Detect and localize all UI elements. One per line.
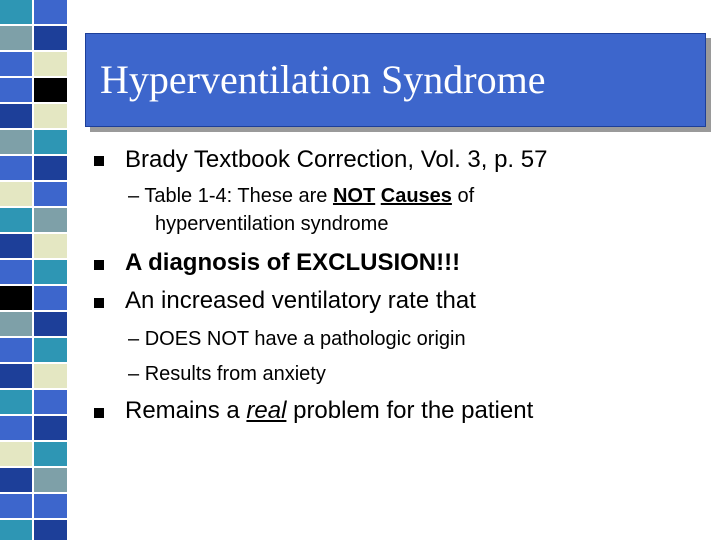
stripe-block	[34, 286, 67, 310]
stripe-block	[34, 78, 67, 102]
stripe-block	[34, 156, 67, 180]
bullet-increased-rate: An increased ventilatory rate that	[125, 287, 476, 314]
stripe-block	[0, 468, 32, 492]
stripe-block	[0, 0, 32, 24]
stripe-block	[34, 494, 67, 518]
stripe-block	[34, 52, 67, 76]
sub-bullet-text: Results from anxiety	[144, 363, 326, 385]
emphasis-not: NOT	[332, 185, 376, 207]
dash-marker: –	[128, 328, 140, 350]
stripe-block	[0, 182, 32, 206]
sub-bullet-table	[128, 185, 474, 208]
slide-title: Hyperventilation Syndrome	[100, 57, 546, 102]
stripe-block	[0, 286, 32, 310]
stripe-block	[34, 312, 67, 336]
bullet-real-problem	[125, 397, 533, 425]
stripe-block	[0, 312, 32, 336]
stripe-block	[0, 520, 32, 540]
stripe-block	[34, 468, 67, 492]
bullet-square-icon	[94, 156, 104, 166]
stripe-block	[0, 26, 32, 50]
emphasis-causes: Causes	[380, 185, 452, 207]
stripe-block	[34, 520, 67, 540]
stripe-block	[34, 390, 67, 414]
stripe-block	[0, 416, 32, 440]
stripe-block	[0, 208, 32, 232]
stripe-block	[0, 364, 32, 388]
bullet-diagnosis-exclusion: A diagnosis of EXCLUSION!!!	[125, 249, 461, 276]
bullet-square-icon	[94, 260, 104, 270]
stripe-block	[34, 338, 67, 362]
sub-bullet-text: DOES NOT have a pathologic origin	[144, 328, 466, 350]
stripe-block	[34, 364, 67, 388]
emphasis-real: real	[246, 397, 287, 424]
stripe-block	[0, 260, 32, 284]
sub-bullet-text-pre: Table 1-4: These are	[144, 185, 328, 207]
dash-marker: –	[128, 185, 140, 207]
sub-bullet-pathologic	[128, 328, 466, 351]
stripe-block	[0, 130, 32, 154]
stripe-block	[34, 208, 67, 232]
stripe-block	[0, 78, 32, 102]
dash-marker: –	[128, 363, 140, 385]
stripe-block	[34, 182, 67, 206]
stripe-block	[0, 338, 32, 362]
title-banner	[85, 33, 706, 127]
stripe-block	[34, 26, 67, 50]
stripe-block	[34, 130, 67, 154]
stripe-block	[34, 416, 67, 440]
bullet-text-post: problem for the patient	[293, 397, 534, 424]
stripe-block	[34, 442, 67, 466]
stripe-block	[34, 260, 67, 284]
sub-bullet-anxiety	[128, 363, 326, 386]
stripe-block	[0, 104, 32, 128]
decorative-stripe-column	[0, 0, 67, 540]
stripe-block	[0, 442, 32, 466]
stripe-block	[34, 0, 67, 24]
stripe-block	[0, 494, 32, 518]
stripe-block	[34, 104, 67, 128]
stripe-block	[0, 52, 32, 76]
stripe-block	[0, 156, 32, 180]
bullet-text-pre: Remains a	[125, 397, 240, 424]
stripe-block	[34, 234, 67, 258]
sub-bullet-text-post: of	[457, 185, 475, 207]
bullet-square-icon	[94, 298, 104, 308]
bullet-square-icon	[94, 408, 104, 418]
sub-bullet-table-continued: hyperventilation syndrome	[155, 213, 389, 235]
bullet-brady-correction: Brady Textbook Correction, Vol. 3, p. 57	[125, 146, 548, 173]
stripe-block	[0, 390, 32, 414]
stripe-block	[0, 234, 32, 258]
